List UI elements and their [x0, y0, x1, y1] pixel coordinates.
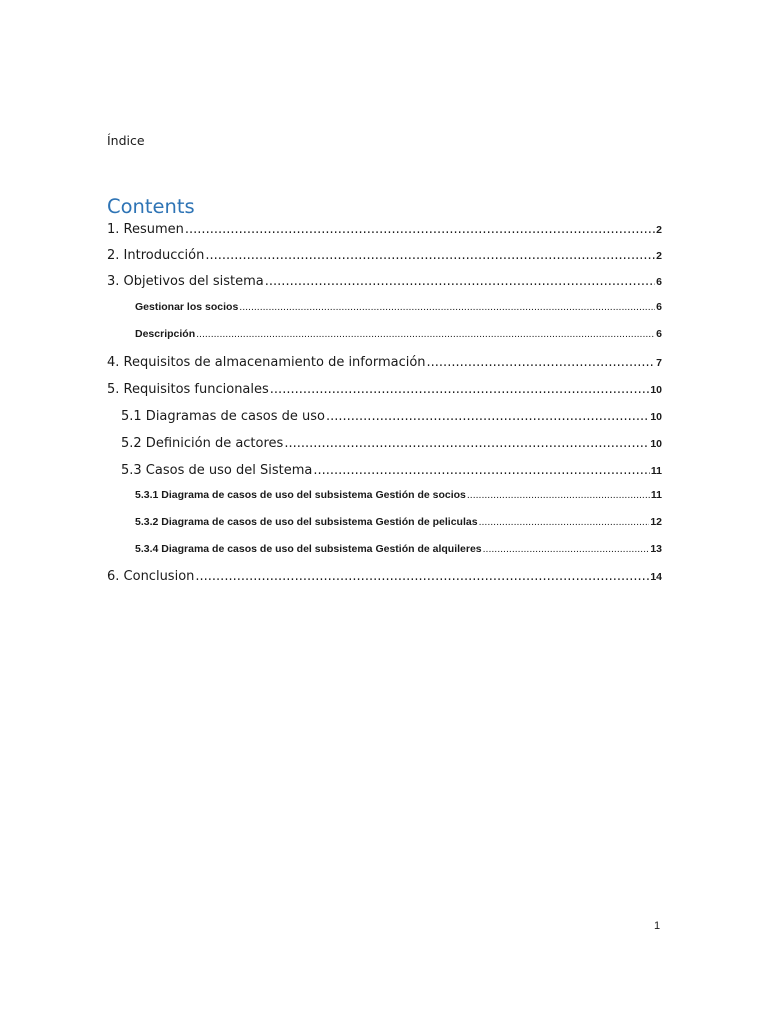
- toc-leader-dots: [270, 382, 650, 397]
- toc-entry-page: 10: [650, 384, 662, 396]
- toc-entry-page: 11: [650, 465, 662, 477]
- toc-entry-diagrama-peliculas[interactable]: [107, 516, 662, 534]
- toc-entry-title: 5.3.2 Diagrama de casos de uso del subsistema Gestión de peliculas: [135, 516, 478, 528]
- toc-entry-diagrama-alquileres[interactable]: [107, 543, 662, 561]
- toc-entry-requisitos-funcionales[interactable]: [107, 382, 662, 400]
- toc-leader-dots: [479, 516, 650, 528]
- toc-entry-diagramas-casos-uso[interactable]: [107, 409, 662, 427]
- toc-heading: Contents: [107, 195, 195, 218]
- toc-leader-dots: [205, 248, 655, 263]
- toc-entry-page: 6: [656, 301, 662, 313]
- toc-entry-title: 5.2 Definición de actores: [121, 436, 284, 451]
- toc-entry-title: Gestionar los socios: [135, 301, 239, 313]
- toc-entry-title: 5. Requisitos funcionales: [107, 382, 269, 397]
- toc-entry-objetivos[interactable]: [107, 274, 662, 292]
- toc-entry-page: 14: [650, 571, 662, 583]
- toc-leader-dots: [467, 489, 650, 501]
- toc-entry-page: 2: [656, 250, 662, 262]
- toc-entry-casos-uso-sistema[interactable]: [107, 463, 662, 481]
- toc-entry-title: 5.3 Casos de uso del Sistema: [121, 463, 313, 478]
- toc-entry-title: 5.1 Diagramas de casos de uso: [121, 409, 325, 424]
- toc-entry-page: 10: [650, 411, 662, 423]
- toc-leader-dots: [196, 328, 655, 340]
- toc-entry-page: 6: [656, 328, 662, 340]
- toc-entry-title: 3. Objetivos del sistema: [107, 274, 264, 289]
- toc-entry-title: 2. Introducción: [107, 248, 205, 263]
- toc-entry-page: 13: [650, 543, 662, 555]
- toc-leader-dots: [427, 355, 656, 370]
- table-of-contents: [107, 0, 662, 1024]
- toc-entry-page: 10: [650, 438, 662, 450]
- toc-leader-dots: [265, 274, 655, 289]
- toc-entry-descripcion[interactable]: [107, 328, 662, 346]
- toc-entry-conclusion[interactable]: [107, 569, 662, 587]
- toc-entry-title: 1. Resumen: [107, 222, 184, 237]
- toc-entry-introduccion[interactable]: [107, 248, 662, 266]
- toc-entry-title: 5.3.1 Diagrama de casos de uso del subsistema Gestión de socios: [135, 489, 466, 501]
- toc-entry-diagrama-socios[interactable]: [107, 489, 662, 507]
- toc-entry-gestionar-socios[interactable]: [107, 301, 662, 319]
- toc-leader-dots: [326, 409, 649, 424]
- toc-entry-title: 6. Conclusion: [107, 569, 195, 584]
- toc-entry-page: 12: [650, 516, 662, 528]
- toc-entry-page: 2: [656, 224, 662, 236]
- toc-leader-dots: [284, 436, 649, 451]
- toc-entry-page: 7: [656, 357, 662, 369]
- toc-entry-requisitos-almacenamiento[interactable]: [107, 355, 662, 373]
- pre-title: Índice: [107, 133, 145, 148]
- toc-entry-page: 11: [650, 489, 662, 501]
- toc-leader-dots: [195, 569, 649, 584]
- page-number: 1: [654, 920, 661, 932]
- toc-leader-dots: [483, 543, 650, 555]
- toc-entry-page: 6: [656, 276, 662, 288]
- toc-entry-title: 5.3.4 Diagrama de casos de uso del subsistema Gestión de alquileres: [135, 543, 482, 555]
- toc-entry-title: 4. Requisitos de almacenamiento de información: [107, 355, 426, 370]
- toc-leader-dots: [313, 463, 650, 478]
- toc-entry-title: Descripción: [135, 328, 196, 340]
- toc-entry-resumen[interactable]: [107, 222, 662, 240]
- toc-leader-dots: [185, 222, 655, 237]
- toc-leader-dots: [239, 301, 655, 313]
- toc-entry-definicion-actores[interactable]: [107, 436, 662, 454]
